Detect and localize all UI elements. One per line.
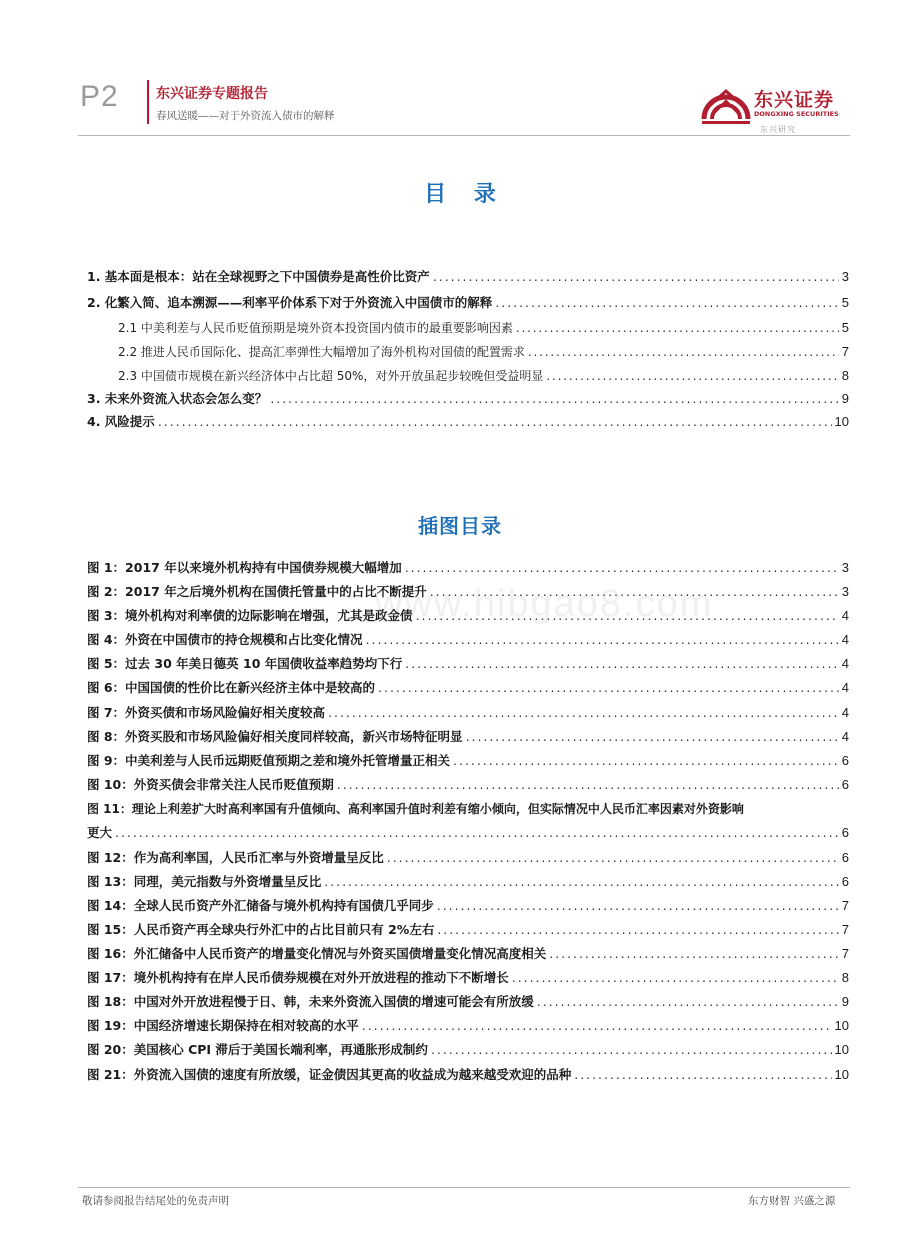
figure-entry-text: 图 20：美国核心 CPI 滞后于美国长端利率，再通胀形成制约 [87, 1042, 428, 1057]
figure-entry-text: 图 16：外汇储备中人民币资产的增量变化情况与外资买国债增量变化情况高度相关 [87, 946, 547, 961]
figure-entry[interactable] [87, 969, 849, 987]
toc-entry[interactable] [87, 268, 849, 286]
figure-entry-text: 图 4：外资在中国债市的持仓规模和占比变化情况 [87, 632, 363, 647]
toc-entry-text: 4. 风险提示 [87, 414, 155, 429]
figure-entry[interactable] [87, 873, 849, 891]
figure-entry-text: 图 13：同理，美元指数与外资增量呈反比 [87, 874, 322, 889]
figure-entry-text: 图 5：过去 30 年美日德英 10 年国债收益率趋势均下行 [87, 656, 403, 671]
figure-entry-page: 6 [841, 825, 849, 840]
toc-entry-page: 5 [841, 320, 849, 335]
figure-entry-page: 7 [841, 946, 849, 961]
figure-entry[interactable] [87, 607, 849, 625]
figure-entry[interactable] [87, 704, 849, 722]
toc-entry[interactable] [87, 413, 849, 431]
figure-entry-text: 图 11：理论上利差扩大时高利率国有升值倾向、高利率国升值时利差有缩小倾向，但实际情况中人民币汇率因素对外资影响 [87, 802, 744, 816]
toc-entry-text: 2.2 推进人民币国际化、提高汇率弹性大幅增加了海外机构对国债的配置需求 [118, 345, 525, 359]
figure-entry[interactable] [87, 897, 849, 915]
figure-entry-multiline[interactable] [87, 800, 849, 818]
figure-entry-text: 图 12：作为高利率国，人民币汇率与外资增量呈反比 [87, 850, 384, 865]
figure-entry[interactable] [87, 993, 849, 1011]
toc-entry-text: 2.3 中国债市规模在新兴经济体中占比超 50%，对外开放虽起步较晚但受益明显 [118, 369, 544, 383]
figure-entry-text: 图 1：2017 年以来境外机构持有中国债券规模大幅增加 [87, 560, 402, 575]
figure-entry-text: 图 3：境外机构对利率债的边际影响在增强，尤其是政金债 [87, 608, 413, 623]
figure-entry[interactable] [87, 679, 849, 697]
figure-entry-text: 图 14：全球人民币资产外汇储备与境外机构持有国债几乎同步 [87, 898, 434, 913]
report-type: 东兴证券专题报告 [156, 86, 268, 102]
toc-entry-text: 1. 基本面是根本：站在全球视野之下中国债券是高性价比资产 [87, 269, 430, 284]
toc-entry-page: 8 [841, 368, 849, 383]
figure-entry-page: 10 [834, 1018, 849, 1033]
footer-disclaimer: 敬请参阅报告结尾处的免责声明 [82, 1195, 229, 1207]
toc-entry-page: 3 [841, 269, 849, 284]
figure-entry-page: 4 [841, 656, 849, 671]
figure-entry-page: 4 [841, 632, 849, 647]
figure-entry-text: 图 21：外资流入国债的速度有所放缓，证金债因其更高的收益成为越来越受欢迎的品种 [87, 1067, 572, 1082]
logo-mark-icon [700, 79, 752, 127]
figure-entry-page: 6 [841, 753, 849, 768]
toc-entry-text: 2. 化繁入简、追本溯源——利率平价体系下对于外资流入中国债市的解释 [87, 295, 493, 310]
figure-entry-page: 3 [841, 584, 849, 599]
footer-slogan: 东方财智 兴盛之源 [748, 1195, 836, 1207]
footer-rule [78, 1187, 850, 1188]
toc-subentry[interactable] [118, 367, 849, 385]
company-logo [700, 79, 850, 129]
figure-entry-page: 10 [834, 1067, 849, 1082]
figure-entry-page: 4 [841, 608, 849, 623]
header-rule [78, 135, 850, 136]
header-divider [147, 80, 149, 124]
toc-entry-page: 9 [841, 391, 849, 406]
logo-caption: 东兴研究 [760, 125, 796, 134]
figure-entry-page: 6 [841, 850, 849, 865]
toc-title: 目 录 [424, 182, 506, 207]
figure-entry[interactable] [87, 583, 849, 601]
toc-subentry[interactable] [118, 343, 849, 361]
toc-entry-text: 2.1 中美利差与人民币贬值预期是境外资本投资国内债市的最重要影响因素 [118, 321, 513, 335]
figure-entry-text: 图 7：外资买债和市场风险偏好相关度较高 [87, 705, 326, 720]
figure-entry[interactable] [87, 559, 849, 577]
figure-entry[interactable] [87, 1066, 849, 1084]
figure-entry[interactable] [87, 631, 849, 649]
figure-entry[interactable] [87, 849, 849, 867]
figure-entry-page: 7 [841, 922, 849, 937]
figure-entry[interactable] [87, 776, 849, 794]
figure-entry[interactable] [87, 1017, 849, 1035]
figure-entry[interactable] [87, 655, 849, 673]
figure-entry-text: 图 17：境外机构持有在岸人民币债券规模在对外开放进程的推动下不断增长 [87, 970, 509, 985]
figure-entry-text: 图 8：外资买股和市场风险偏好相关度同样较高，新兴市场特征明显 [87, 729, 463, 744]
figure-entry[interactable] [87, 728, 849, 746]
figure-entry-page: 7 [841, 898, 849, 913]
toc-entry-page: 5 [841, 295, 849, 310]
toc-entry[interactable] [87, 294, 849, 312]
figure-entry[interactable] [87, 752, 849, 770]
figure-entry-text: 图 2：2017 年之后境外机构在国债托管量中的占比不断提升 [87, 584, 427, 599]
figure-entry[interactable] [87, 921, 849, 939]
figure-entry-page: 6 [841, 777, 849, 792]
toc-entry-text: 3. 未来外资流入状态会怎么变？ [87, 391, 268, 406]
report-subtitle: 春风送暖——对于外资流入债市的解释 [156, 110, 335, 122]
toc-entry[interactable] [87, 390, 849, 408]
page-number: P2 [80, 80, 119, 113]
figure-entry-page: 8 [841, 970, 849, 985]
logo-english: DONGXING SECURITIES [754, 110, 839, 118]
figure-entry-text: 图 19：中国经济增速长期保持在相对较高的水平 [87, 1018, 359, 1033]
figure-entry-page: 4 [841, 680, 849, 695]
figure-entry[interactable] [87, 1041, 849, 1059]
figure-entry-page: 4 [841, 729, 849, 744]
figure-entry-page: 6 [841, 874, 849, 889]
figure-entry-page: 4 [841, 705, 849, 720]
toc-entry-page: 10 [834, 414, 849, 429]
figure-entry-page: 9 [841, 994, 849, 1009]
figure-entry-page: 3 [841, 560, 849, 575]
figure-entry-text: 图 10：外资买债会非常关注人民币贬值预期 [87, 777, 334, 792]
watermark: www.hibgao8.com [375, 583, 714, 625]
figure-entry-continuation[interactable] [87, 824, 849, 842]
figure-entry-page: 10 [834, 1042, 849, 1057]
logo-text: 东兴证券 [754, 89, 835, 111]
toc-subentry[interactable] [118, 319, 849, 337]
toc-entry-page: 7 [841, 344, 849, 359]
figure-entry-text: 图 18：中国对外开放进程慢于日、韩，未来外资流入国债的增速可能会有所放缓 [87, 994, 534, 1009]
figure-entry-text: 更大 [87, 825, 113, 840]
figure-entry-text: 图 9：中美利差与人民币远期贬值预期之差和境外托管增量正相关 [87, 753, 451, 768]
figure-entry-text: 图 6：中国国债的性价比在新兴经济主体中是较高的 [87, 680, 376, 695]
figure-entry-text: 图 15：人民币资产再全球央行外汇中的占比目前只有 2%左右 [87, 922, 435, 937]
figure-entry[interactable] [87, 945, 849, 963]
figure-list-title: 插图目录 [418, 514, 502, 538]
